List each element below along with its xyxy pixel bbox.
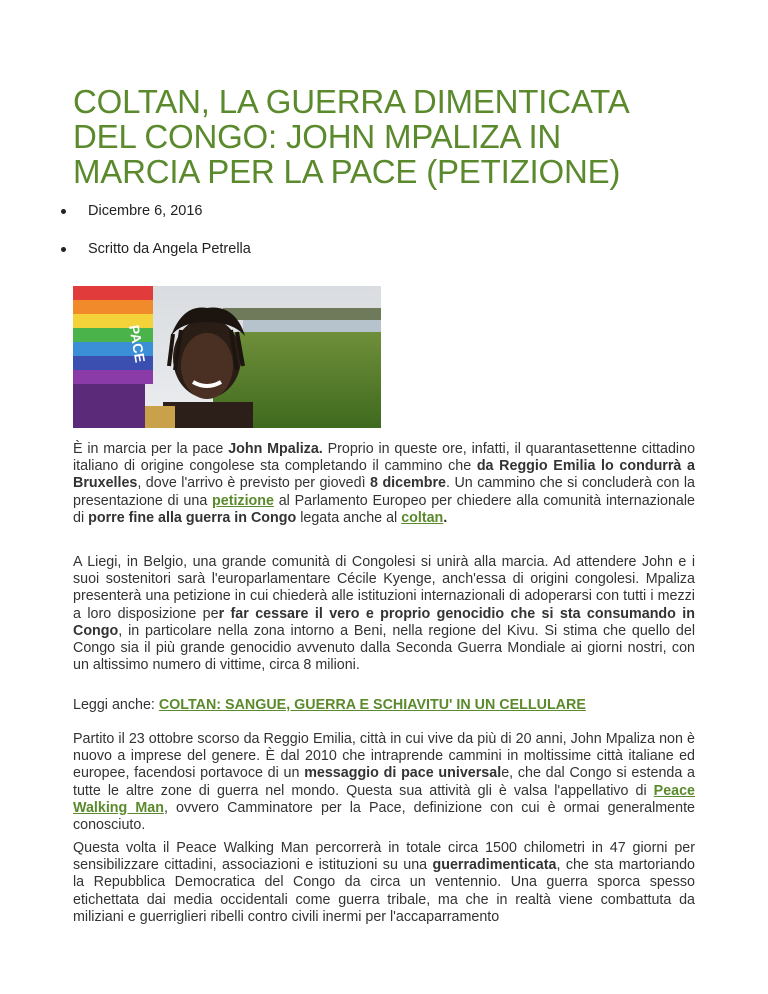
flag-text: PACE <box>126 323 149 364</box>
petition-link[interactable]: petizione <box>212 492 274 509</box>
meta-author <box>61 239 251 259</box>
paragraph-departure: Partito il 23 ottobre scorso da Reggio Emilia, città in cui vive da più di 20 anni, John Mpaliza non è nuovo a imprese del genere. È dal 2010 che intraprende cammini in moltissime città italiane ed europee, facendosi portavoce di un messaggio di pace universale, che dal Congo si estenda a tutte le altre zone di guerra nel mondo. Questa sua attività gli è valsa l'appellativo di Peace Walking Man, ovvero Camminatore per la Pace, definizione con cui è ormai generalmente conosciuto. <box>73 731 695 834</box>
coltan-link[interactable]: coltan <box>401 509 444 526</box>
read-also-link[interactable]: COLTAN: SANGUE, GUERRA E SCHIAVITU' IN UN CELLULARE <box>158 697 586 713</box>
paragraph-liegi: A Liegi, in Belgio, una grande comunità di Congolesi si unirà alla marcia. Ad attendere John e i suoi sostenitori sarà l'europarlamentare Cécile Kyenge, anch'essa di origini congolesi. Mpaliza presenterà una petizione in cui chiederà alle istituzioni internazionali di adoperarsi con tutti i mezzi a loro disposizione per far cessare il vero e proprio genocidio che si sta consumando in Congo, in particolare nella zona intorno a Beni, nella regione del Kivu. Si stima che quello del Congo sia il più grande genocidio avvenuto dalla Seconda Guerra Mondiale ai giorni nostri, con un altissimo numero di vittime, circa 8 milioni. <box>73 554 695 674</box>
article-photo <box>73 286 381 428</box>
bullet-icon <box>61 209 66 214</box>
date-text: Dicembre 6, 2016 <box>88 203 203 219</box>
peace-walking-man-link[interactable]: Peace Walking Man <box>73 782 695 816</box>
read-also: Leggi anche: COLTAN: SANGUE, GUERRA E SCHIAVITU' IN UN CELLULARE <box>73 697 586 713</box>
meta-date <box>61 201 251 221</box>
paragraph-intro: È in marcia per la pace John Mpaliza. Proprio in queste ore, infatti, il quarantasettenne cittadino italiano di origine congolese sta completando il cammino che da Reggio Emilia lo condurrà a Bruxelles, dove l'arrivo è previsto per giovedì 8 dicembre. Un cammino che si concluderà con la presentazione di una petizione al Parlamento Europeo per chiedere alla comunità internazionale di porre fine alla guerra in Congo legata anche al coltan. <box>73 441 696 526</box>
author-text: Scritto da Angela Petrella <box>88 241 251 257</box>
bullet-icon <box>61 247 66 252</box>
article-title: COLTAN, LA GUERRA DIMENTICATA DEL CONGO: JOHN MPALIZA IN MARCIA PER LA PACE (PETIZIONE) <box>73 83 628 190</box>
article-meta <box>61 201 251 259</box>
paragraph-journey: Questa volta il Peace Walking Man percorrerà in totale circa 1500 chilometri in 47 giorni per sensibilizzare cittadini, associazioni e istituzioni su una guerradimenticata, che sta martoriando la Repubblica Democratica del Congo da circa un ventennio. Una guerra sporca spesso etichettata dai media occidentali come guerra tribale, ma che in realtà viene combattuta da miliziani e guerriglieri ribelli contro civili inermi per l'accaparramento <box>73 840 695 925</box>
